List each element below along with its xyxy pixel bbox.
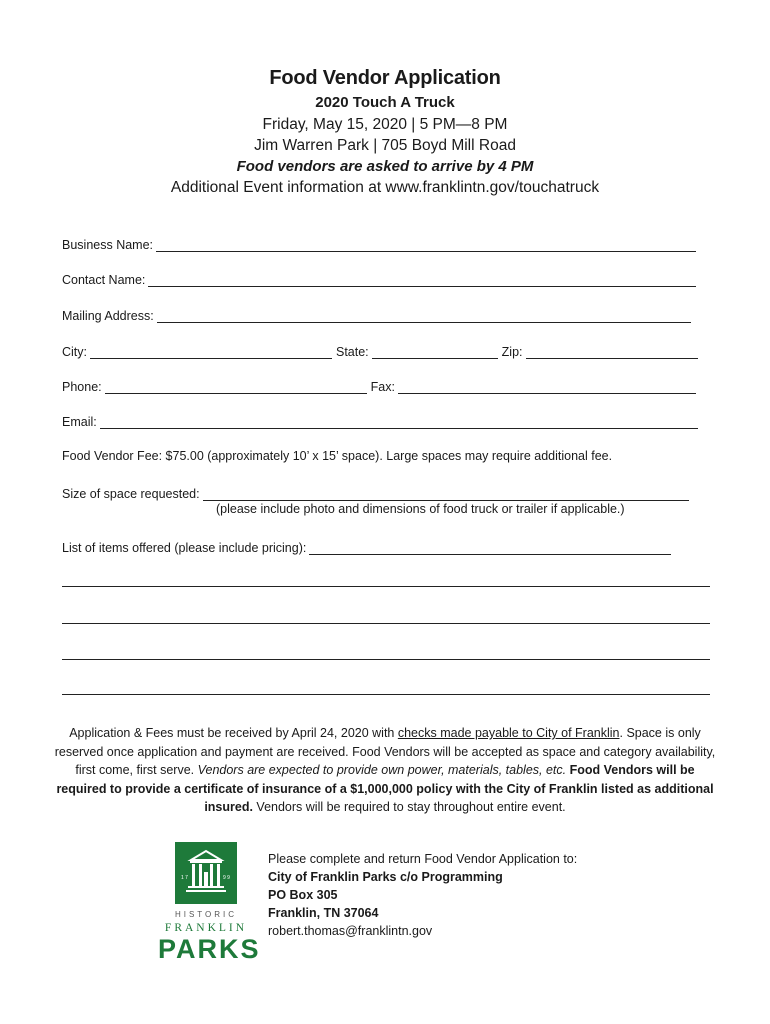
svg-text:9 9: 9 9 (223, 875, 230, 881)
event-location: Jim Warren Park | 705 Boyd Mill Road (254, 137, 516, 154)
event-name: 2020 Touch A Truck (315, 94, 455, 111)
items-offered-label: List of items offered (please include pricing): (62, 541, 307, 555)
business-name-field[interactable] (156, 237, 696, 252)
notice-payable-to: checks made payable to City of Franklin (397, 726, 620, 740)
contact-name-row (62, 269, 696, 287)
business-name-row (62, 234, 696, 252)
return-organization: City of Franklin Parks c/o Programming (268, 870, 503, 884)
notice-insurance-requirement: Food Vendors will be required to provide a certificate of insurance of a $1,000,000 policy with the City of Franklin listed as additional insured. (56, 763, 714, 814)
state-field[interactable] (372, 344, 498, 359)
return-po-box: PO Box 305 (268, 888, 338, 902)
terms-notice (50, 724, 720, 817)
notice-vendor-responsibilities: Vendors are expected to provide own power, materials, tables, etc. (197, 763, 567, 777)
items-offered-line-4[interactable] (62, 694, 710, 695)
mailing-address-field[interactable] (157, 308, 691, 323)
items-offered-field[interactable] (309, 540, 671, 555)
return-instructions: Please complete and return Food Vendor Application to: (268, 852, 578, 866)
phone-field[interactable] (105, 379, 367, 394)
notice-text-2: . Space is only reserved once application and payment are received. Food Vendors will be accepted as space and category availability, first come, first serve. (54, 726, 716, 777)
logo-building-icon (175, 842, 237, 904)
email-row (62, 411, 698, 429)
items-offered-line-3[interactable] (62, 659, 710, 660)
city-label: City: (62, 345, 87, 359)
contact-email[interactable]: robert.thomas@franklintn.gov (268, 924, 433, 938)
mailing-address-row (62, 305, 691, 323)
historic-franklin-parks-logo (158, 842, 261, 964)
items-offered-row (62, 537, 671, 555)
space-size-label: Size of space requested: (62, 487, 200, 501)
event-info-line: Additional Event information at www.franklintn.gov/touchatruck (170, 179, 600, 196)
email-field[interactable] (100, 414, 698, 429)
phone-label: Phone: (62, 380, 102, 394)
logo-parks-text: PARKS (158, 934, 261, 964)
items-offered-line-1[interactable] (62, 586, 710, 587)
state-label: State: (336, 345, 369, 359)
city-state-zip-row (62, 341, 698, 359)
phone-fax-row (62, 376, 696, 394)
email-label: Email: (62, 415, 97, 429)
return-city-state-zip: Franklin, TN 37064 (268, 906, 379, 920)
page-title: Food Vendor Application (269, 67, 501, 89)
items-offered-line-2[interactable] (62, 623, 710, 624)
notice-text-1: Application & Fees must be received by April 24, 2020 with (69, 726, 398, 740)
contact-name-field[interactable] (148, 272, 696, 287)
notice-text-3: Vendors will be required to stay throughout entire event. (252, 800, 566, 814)
zip-field[interactable] (526, 344, 698, 359)
return-address-block (268, 850, 577, 940)
svg-text:1 7: 1 7 (181, 875, 188, 881)
logo-franklin-text: FRANKLIN (164, 922, 248, 934)
fax-label: Fax: (370, 380, 395, 394)
event-date: Friday, May 15, 2020 | 5 PM—8 PM (262, 116, 508, 133)
logo-historic-text: HISTORIC (174, 910, 238, 919)
business-name-label: Business Name: (62, 238, 154, 252)
contact-name-label: Contact Name: (62, 273, 146, 287)
mailing-address-label: Mailing Address: (62, 309, 154, 323)
space-size-note: (please include photo and dimensions of food truck or trailer if applicable.) (216, 502, 625, 516)
space-size-row (62, 483, 689, 501)
arrival-note: Food vendors are asked to arrive by 4 PM (236, 158, 534, 175)
fax-field[interactable] (398, 379, 696, 394)
zip-label: Zip: (501, 345, 523, 359)
document-header (0, 64, 770, 198)
space-size-field[interactable] (203, 486, 689, 501)
city-field[interactable] (90, 344, 332, 359)
vendor-fee-text: Food Vendor Fee: $75.00 (approximately 10’ x 15’ space). Large spaces may require additional fee. (62, 449, 613, 463)
